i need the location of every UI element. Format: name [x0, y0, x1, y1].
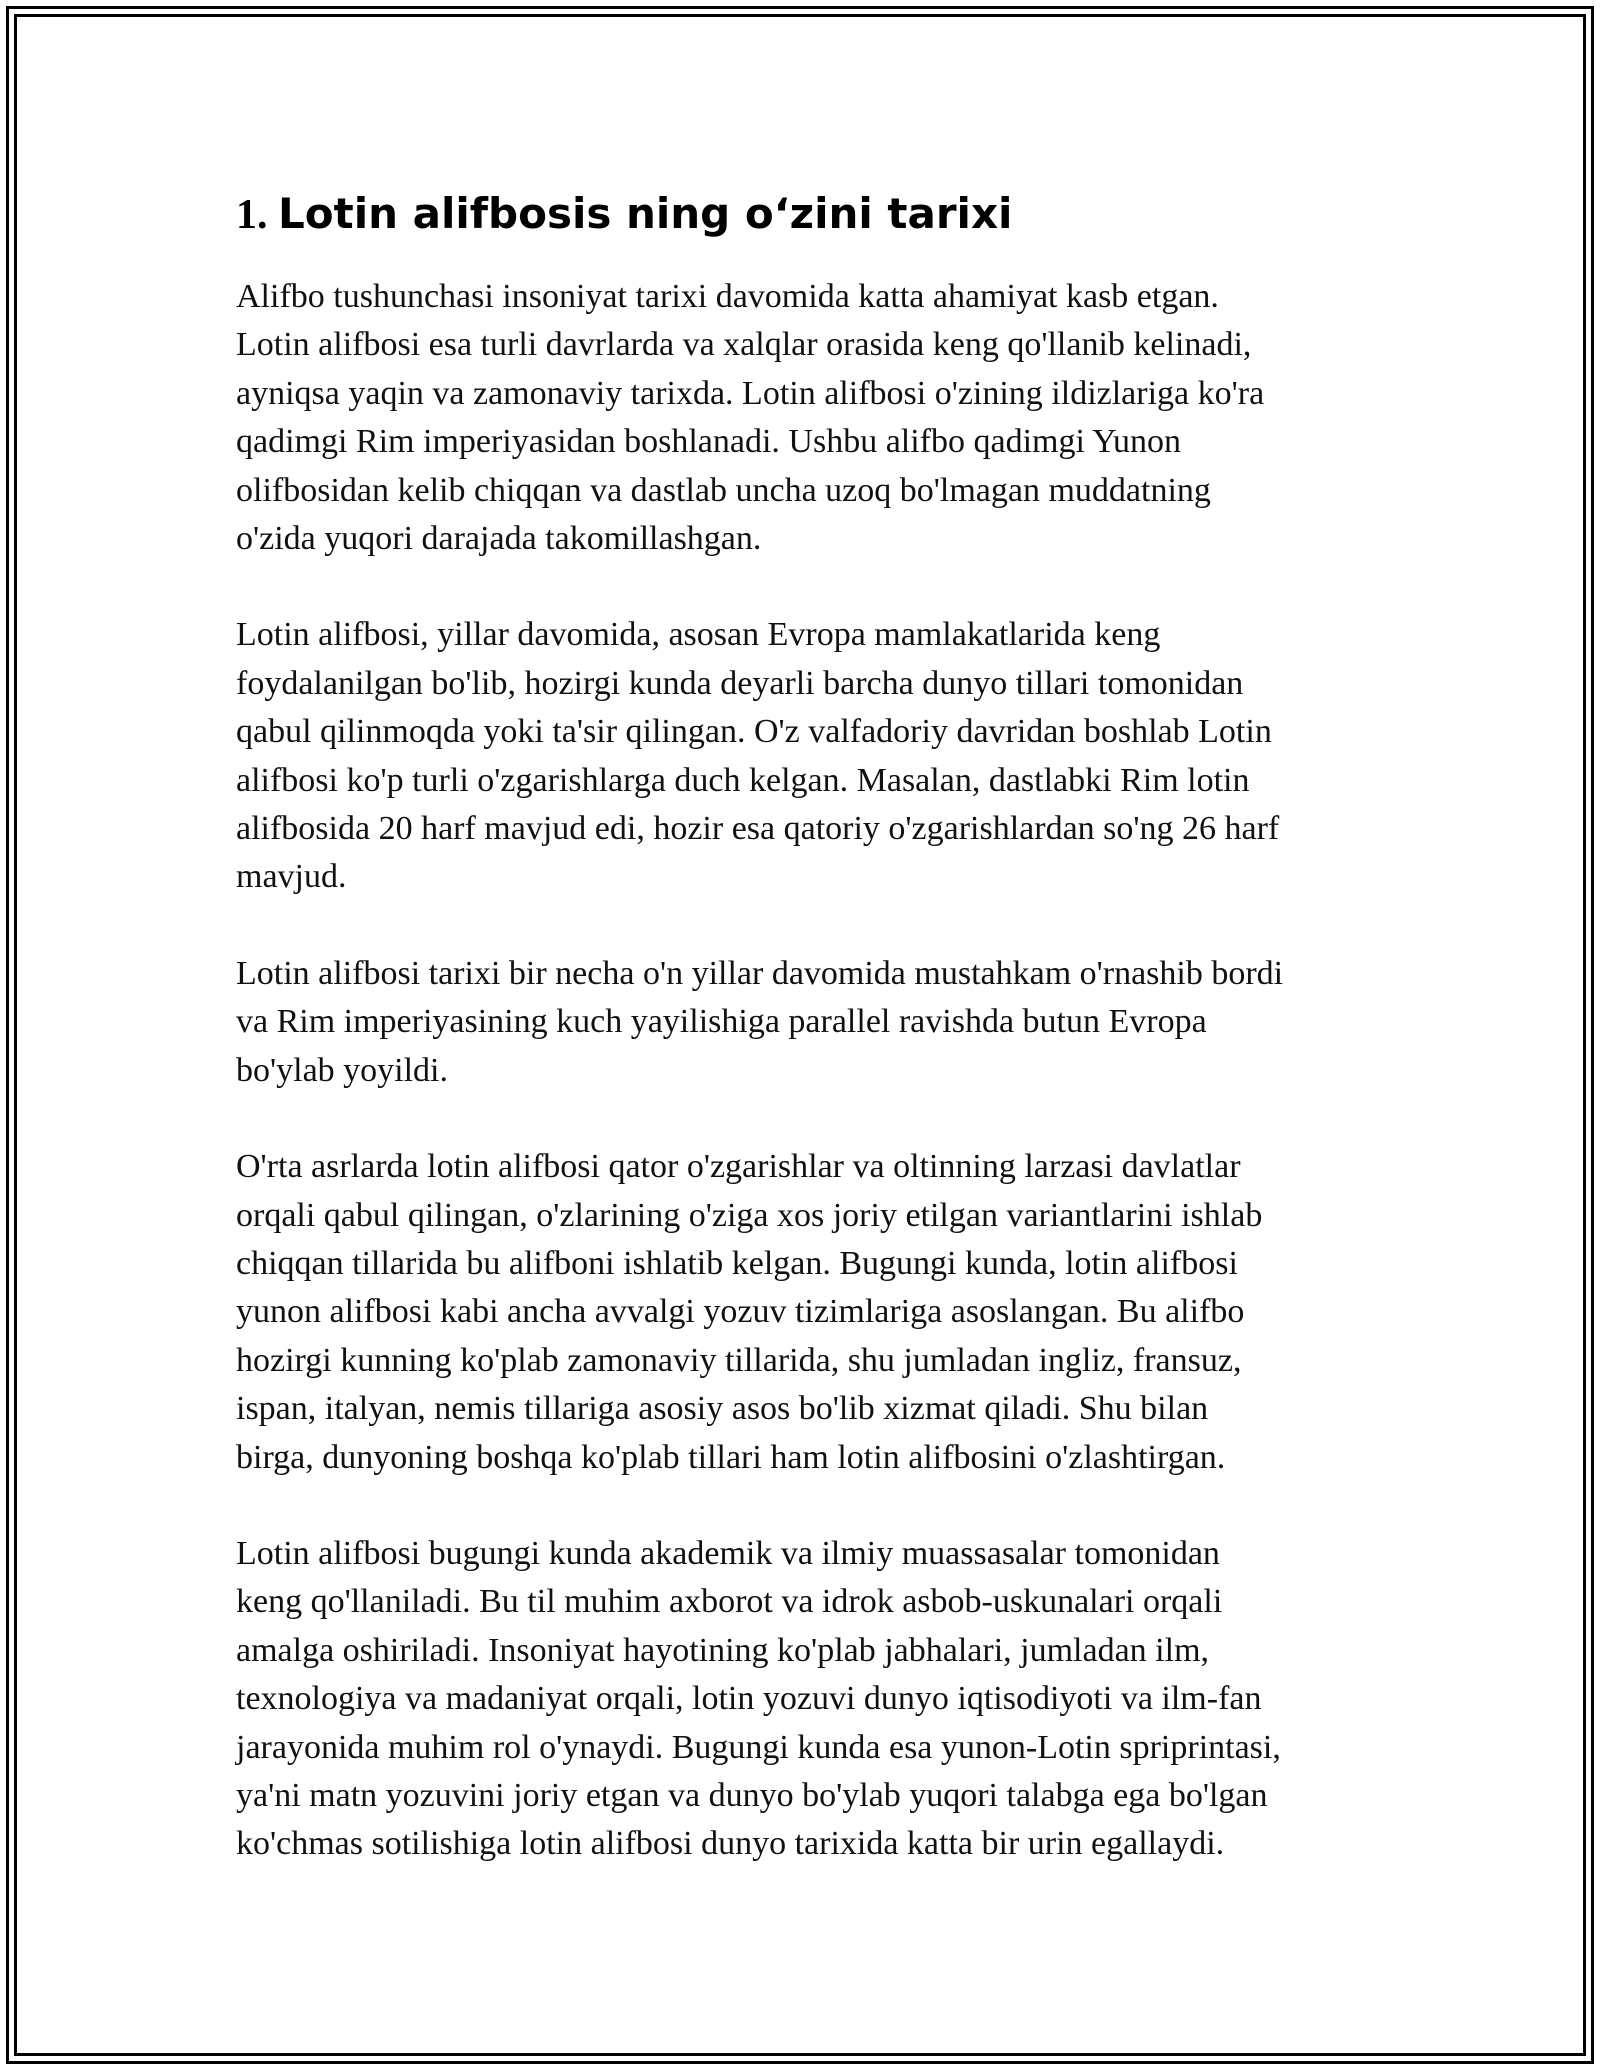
text-line: qabul qilinmoqda yoki ta'sir qilingan. O'z valfadoriy davridan boshlab Lotin: [236, 713, 1272, 751]
text-line: alifbosida 20 harf mavjud edi, hozir esa qatoriy o'zgarishlardan so'ng 26 harf: [236, 810, 1280, 848]
text-line: olifbosidan kelib chiqqan va dastlab uncha uzoq bo'lmagan muddatning: [236, 471, 1211, 509]
text-line: alifbosi ko'p turli o'zgarishlarga duch kelgan. Masalan, dastlabki Rim lotin: [236, 761, 1250, 799]
text-line: amalga oshiriladi. Insoniyat hayotining ko'plab jabhalari, jumladan ilm,: [236, 1631, 1210, 1669]
text-line: qadimgi Rim imperiyasidan boshlanadi. Ushbu alifbo qadimgi Yunon: [236, 423, 1181, 461]
text-line: keng qo'llaniladi. Bu til muhim axborot va idrok asbob-uskunalari orqali: [236, 1583, 1223, 1621]
section-number: 1.: [236, 192, 268, 238]
paragraph-list: [236, 273, 1366, 1869]
document-body: [236, 186, 1366, 1917]
section-heading: [236, 186, 1366, 243]
text-line: texnologiya va madaniyat orqali, lotin yozuvi dunyo iqtisodiyoti va ilm-fan: [236, 1680, 1262, 1718]
text-line: birga, dunyoning boshqa ko'plab tillari ham lotin alifbosini o'zlashtirgan.: [236, 1438, 1226, 1476]
text-line: Alifbo tushunchasi insoniyat tarixi davomida katta ahamiyat kasb etgan.: [236, 278, 1219, 315]
text-line: orqali qabul qilingan, o'zlarining o'ziga xos joriy etilgan variantlarini ishlab: [236, 1196, 1263, 1234]
text-line: Lotin alifbosi, yillar davomida, asosan Evropa mamlakatlarida keng: [236, 616, 1161, 654]
text-line: ko'chmas sotilishiga lotin alifbosi dunyo tarixida katta bir urin egallaydi.: [236, 1825, 1225, 1863]
text-line: ispan, italyan, nemis tillariga asosiy asos bo'lib xizmat qiladi. Shu bilan: [236, 1390, 1209, 1428]
paragraph: [236, 950, 1366, 1095]
text-line: hozirgi kunning ko'plab zamonaviy tillarida, shu jumladan ingliz, fransuz,: [236, 1341, 1242, 1379]
text-line: jarayonida muhim rol o'ynaydi. Bugungi kunda esa yunon-Lotin spriprintasi,: [236, 1728, 1281, 1766]
text-line: O'rta asrlarda lotin alifbosi qator o'zgarishlar va oltinning larzasi davlatlar: [236, 1148, 1241, 1186]
paragraph: [236, 1143, 1366, 1482]
text-line: Lotin alifbosi tarixi bir necha o'n yillar davomida mustahkam o'rnashib bordi: [236, 954, 1284, 992]
paragraph: [236, 1530, 1366, 1869]
section-title: Lotin alifbosis ning oʻzini tarixi: [278, 189, 1013, 238]
paragraph: [236, 611, 1366, 901]
text-line: Lotin alifbosi esa turli davrlarda va xalqlar orasida keng qo'llanib kelinadi,: [236, 326, 1252, 364]
text-line: Lotin alifbosi bugungi kunda akademik va ilmiy muassasalar tomonidan: [236, 1534, 1220, 1572]
text-line: o'zida yuqori darajada takomillashgan.: [236, 520, 762, 558]
text-line: bo'ylab yoyildi.: [236, 1051, 449, 1089]
text-line: ya'ni matn yozuvini joriy etgan va dunyo bo'ylab yuqori talabga ega bo'lgan: [236, 1776, 1268, 1814]
text-line: ayniqsa yaqin va zamonaviy tarixda. Lotin alifbosi o'zining ildizlariga ko'ra: [236, 374, 1265, 412]
text-line: chiqqan tillarida bu alifboni ishlatib kelgan. Bugungi kunda, lotin alifbosi: [236, 1244, 1238, 1282]
paragraph: [236, 273, 1366, 563]
text-line: va Rim imperiyasining kuch yayilishiga parallel ravishda butun Evropa: [236, 1003, 1207, 1041]
text-line: yunon alifbosi kabi ancha avvalgi yozuv tizimlariga asoslangan. Bu alifbo: [236, 1293, 1245, 1331]
text-line: mavjud.: [236, 858, 347, 896]
text-line: foydalanilgan bo'lib, hozirgi kunda deyarli barcha dunyo tillari tomonidan: [236, 664, 1244, 702]
